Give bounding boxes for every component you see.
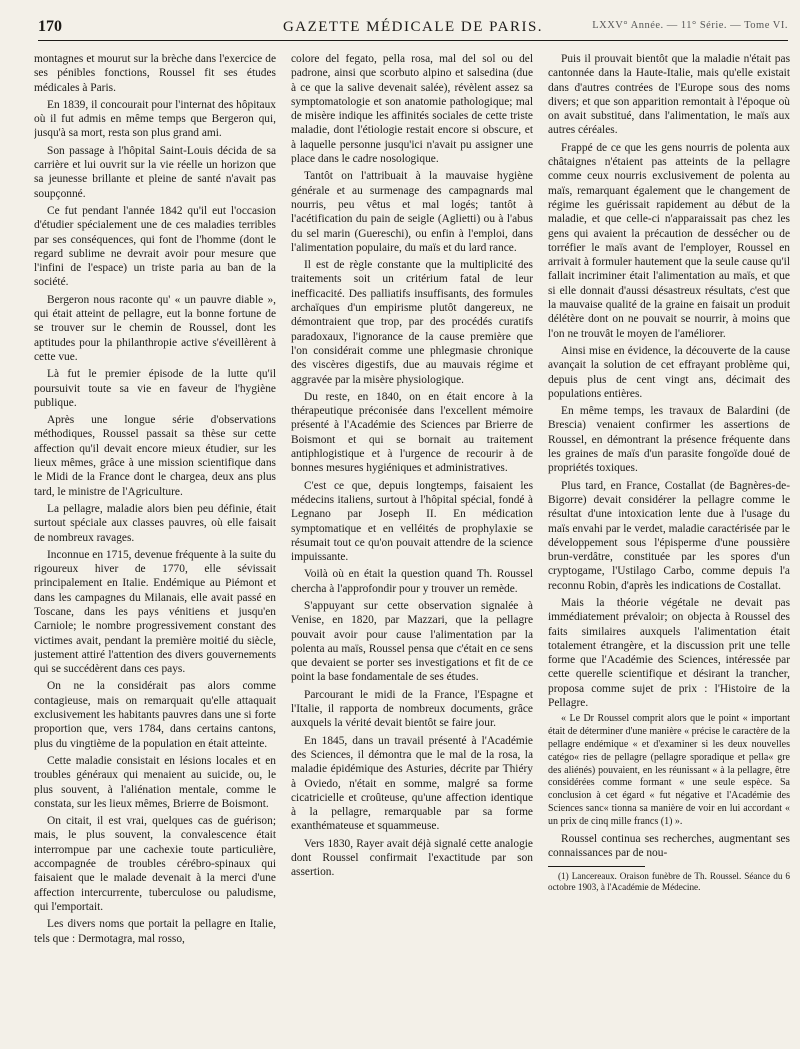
paragraph: Il est de règle constante que la multiplicité des traitements soit un critérium fatal de leur inefficacité. Des palliatifs insuffisants, des formules archaïques d'un empirisme plutôt dangereux, ne démontraient que trop, par des procédés curatifs paradoxaux, l'ignorance de la cause première que l'on considérait comme une phlegmasie chronique des viscères digestifs, due au mauvais régime et aggravée par la misère physiologique. [291,259,533,386]
paragraph: C'est ce que, depuis longtemps, faisaient les médecins italiens, surtout à l'hôpital spécial, fondé à Legnano par Joseph II. En médication symptomatique et en velléités de prophylaxie se résumait tout ce qu'on pouvait attendre de la science impuissante. [291,479,533,564]
paragraph: En 1845, dans un travail présenté à l'Académie des Sciences, il démontra que le mal de la rosa, la maladie épidémique des Asturies, décrite par Thiéry à Oviedo, n'était en somme, malgré sa forme cicatricielle et croûteuse, qu'une affection identique à la pellagre, remarquable par sa forme exanthémateuse et squammeuse. [291,734,533,833]
paragraph: On ne la considérait pas alors comme contagieuse, mais on remarquait qu'elle attaquait exclusivement les habitants pauvres dans une si forte proportion que, vers 1784, dans certains cantons, plus du vingtième de la population en était atteinte. [34,680,276,750]
paragraph: Roussel continua ses recherches, augmentant ses connaissances par de nou- [548,832,790,859]
running-header [38,14,788,41]
paragraph: Là fut le premier épisode de la lutte qu'il poursuivit toute sa vie en faveur de l'hygiène publique. [34,368,276,409]
paragraph: Voilà où en était la question quand Th. Roussel chercha à l'approfondir pour y trouver un remède. [291,568,533,595]
column-3 [548,52,790,1045]
paragraph: Vers 1830, Rayer avait déjà signalé cette analogie dont Roussel confirmait l'exactitude par son assertion. [291,837,533,879]
page-number: 170 [38,18,62,35]
paragraph: Parcourant le midi de la France, l'Espagne et l'Italie, il rapporta de nombreux documents, grâce auxquels la vérité devait bientôt se faire jour. [291,688,533,730]
column-1 [34,52,276,1045]
paragraph: colore del fegato, pella rosa, mal del sol ou del padrone, ainsi que scorbuto alpino et salsedina (due à ce que la salive devenait salée), révèlent assez sa symptomatologie et son anatomie pathologique; mal de misère indique les affinités sociales de cette triste maladie, dont l'étiologie restait encore si obscure, et à laquelle personne jusqu'ici n'avait pu assigner une place dans le cadre nosologique. [291,53,533,166]
paragraph: Bergeron nous raconte qu' « un pauvre diable », qui était atteint de pellagre, eut la bonne fortune de se trouver sur le chemin de Roussel, dont les aptitudes pour la philanthropie active s'éveillèrent à cette vue. [34,293,276,363]
journal-title: GAZETTE MÉDICALE DE PARIS. [282,19,544,35]
paragraph: Son passage à l'hôpital Saint-Louis décida de sa carrière et lui ouvrit sur la vie réelle un horizon que sa jeunesse brillante et pleine de santé n'avait pas soupçonné. [34,144,276,200]
paragraph: Tantôt on l'attribuait à la mauvaise hygiène générale et au surmenage des campagnards mal nourris, peu vêtus et mal logés; tantôt à l'acétification du pain de seigle (Aglietti) ou à l'abus du sel marin (Guereschi), ou enfin à l'emploi, dans l'alimentation populaire, du maïs et du lard rance. [291,170,533,254]
paragraph: Inconnue en 1715, devenue fréquente à la suite du rigoureux hiver de 1770, elle sévissait principalement en Italie. Endémique au Piémont et dans les campagnes du Milanais, elle avait passé en Toscane, dans les pays vénitiens et jusqu'en Carniole; le nombre progressivement constant des victimes avait, pendant la première moitié du siècle, justement attiré l'attention des divers gouvernements qui se succédèrent dans ces pays. [34,548,276,676]
paragraph: montagnes et mourut sur la brèche dans l'exercice de ses pénibles fonctions, Roussel fit ses études médicales à Paris. [34,53,276,94]
paragraph: Après une longue série d'observations méthodiques, Roussel passait sa thèse sur cette affection qu'il devait encore mieux étudier, sur les lieux mêmes, grâce à une mission scientifique dans le Midi de la France dont le chargea, deux ans plus tard, le ministre de l'Agriculture. [34,414,276,498]
paragraph: Frappé de ce que les gens nourris de polenta aux châtaignes n'étaient pas atteints de la pellagre comme ceux nourris exclusivement de polenta au maïs, remarquant également que le changement de régime les guérissait rapidement au début de la maladie, et que celle-ci n'apparaissait pas chez les gens qui avaient la précaution de dessécher ou de torréfier le maïs avant de l'employer, Roussel en arrivait à formuler hautement que la seule cause qu'il fallait incriminer était l'alimentation au maïs, et que si elle donnait d'aussi désastreux résultats, c'est que la mauvaise qualité de la graine en faisait un produit délétère dont on ne pouvait se nourrir, à moins que l'on ne trouvât le moyen de l'améliorer. [548,141,790,340]
footnote: (1) Lancereaux. Oraison funèbre de Th. Roussel. Séance du 6 octobre 1903, à l'Académie de Médecine. [548,871,790,893]
paragraph: S'appuyant sur cette observation signalée à Venise, en 1820, par Mazzari, que la pellagre pouvait avoir pour cause l'alimentation par la polenta au maïs, Roussel pensa que c'était en ce sens que devaient se porter ses investigations et fit de ce point la base fondamentale de ses études. [291,599,533,684]
paragraph: En même temps, les travaux de Balardini (de Brescia) venaient confirmer les assertions de Roussel, en démontrant la présence fréquente dans les graines de maïs d'un parasite fongoïde doué de propriétés toxiques. [548,405,790,475]
paragraph: Du reste, en 1840, on en était encore à la thérapeutique préconisée dans l'excellent mémoire présenté à l'Académie des Sciences par Brierre de Boismont et qui se bornait au traitement antiphlogistique et à l'urgence de recourir à de bonnes mesures hygiéniques et administratives. [291,390,533,475]
column-2 [291,52,533,1045]
block-quote: « Le Dr Roussel comprit alors que le point « important était de déterminer d'une manière « précise le caractère de la pellagre endémique « et d'examiner si les deux nouvelles catégo« ries de pellagre (pellagre sporadique et pella« gre des aliénés) pouvaient, en les réunissant « à la pellagre, être considérées comme formant « une seule espèce. Sa conclusion à cet égard « fut négative et l'Académie des Sciences sanc« tionna sa manière de voir en lui accordant « un prix de cinq mille francs (1) ». [548,713,790,827]
paragraph: Cette maladie consistait en lésions locales et en troubles généraux qui menaient au suicide, ou, le plus souvent, à l'aliénation mentale, comme le constata, sur les lieux mêmes, Brierre de Boismont. [34,754,276,810]
paragraph: Ainsi mise en évidence, la découverte de la cause avançait la solution de cet effrayant problème qui, depuis plus de cent vingt ans, décimait des populations entières. [548,344,790,400]
paragraph: Puis il prouvait bientôt que la maladie n'était pas cantonnée dans la Haute-Italie, mais qu'elle existait dans d'autres contrées de l'Europe sous des noms divers; et que son apparition remontait à l'époque où on avait substitué, dans l'alimentation, le maïs aux autres céréales. [548,53,790,137]
paragraph: On citait, il est vrai, quelques cas de guérison; mais, le plus souvent, la convalescence était interrompue par une cachexie toute particulière, accompagnée de troubles cérébro-spinaux qui faisaient que le malade devenait à la merci d'une affection intercurrente, tuberculose ou paludisme, qui l'emportait. [34,815,276,913]
paragraph: Plus tard, en France, Costallat (de Bagnères-de-Bigorre) devait considérer la pellagre comme le résultat d'une intoxication lente due à l'usage du maïs envahi par le verdet, maladie caractérisée par le développement sous l'épisperme d'une poussière brun-verdâtre, constituée par les spores d'un cryptogame, l'Ustilago Carbo, comme depuis l'a reconnu Robin, d'après les indications de Costallat. [548,479,790,592]
volume-info: LXXV° Année. — 11° Série. — Tome VI. [592,20,788,31]
footnote-rule [548,866,645,867]
article-body [34,52,790,1045]
paragraph: Ce fut pendant l'année 1842 qu'il eut l'occasion d'étudier spécialement une de ces maladies terribles par ses conséquences, qui font de l'homme (dont le regard sublime ne devrait avoir pour mesure que l'infini de l'espace) un triste paria au ban de la société. [34,204,276,289]
paragraph: En 1839, il concourait pour l'internat des hôpitaux où il fut admis en même temps que Bergeron qui, jusqu'à sa mort, resta son plus grand ami. [34,98,276,140]
paragraph: La pellagre, maladie alors bien peu définie, était surtout spéciale aux classes pauvres, où elle faisait de nombreux ravages. [34,502,276,544]
paragraph: Les divers noms que portait la pellagre en Italie, tels que : Dermotagra, mal rosso, [34,918,276,945]
paragraph: Mais la théorie végétale ne devait pas immédiatement prévaloir; on objecta à Roussel des faits similaires auxquels l'alimentation était totalement étrangère, et la discussion prit une telle forme que l'Académie des Sciences, intéressée par cette querelle scientifique et désirant la trancher, proposa comme sujet de prix : l'Histoire de la Pellagre. [548,596,790,710]
